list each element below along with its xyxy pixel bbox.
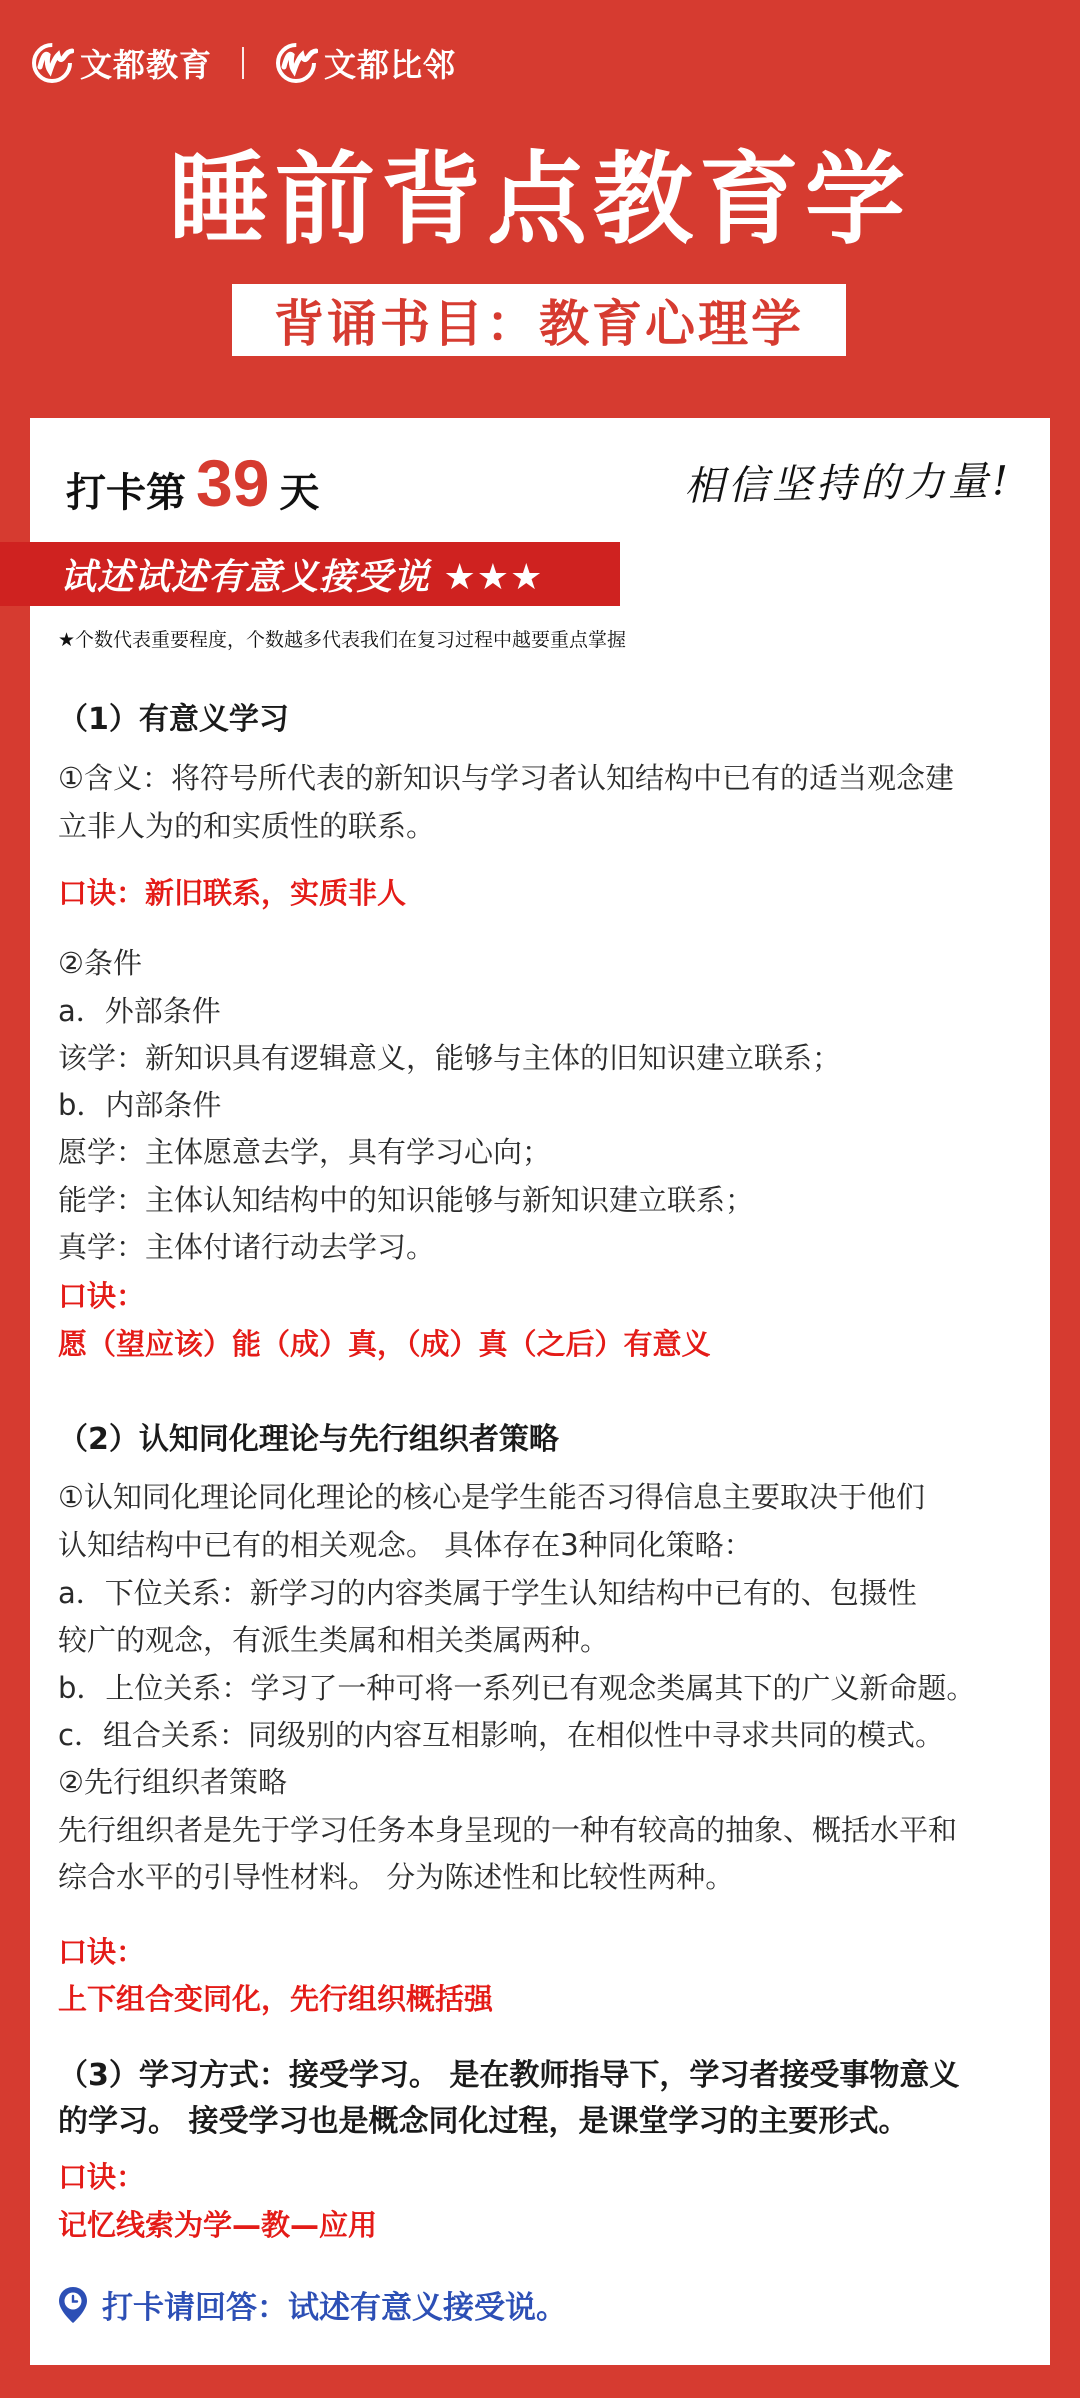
content-line: ②条件 <box>58 946 142 980</box>
mnemonic-text: 口诀： <box>58 1935 146 1969</box>
logo-text: 文都教育 <box>80 46 213 84</box>
logo-text: 文都比邻 <box>324 46 457 84</box>
content-line: ①认知同化理论同化理论的核心是学生能否习得信息主要取决于他们 <box>58 1480 925 1514</box>
section-heading: （3）学习方式：接受学习。 是在教师指导下，学习者接受事物意义 <box>58 2058 960 2093</box>
content-line: 立非人为的和实质性的联系。 <box>58 809 436 843</box>
book-subtitle: 背诵书目：教育心理学 <box>274 295 804 353</box>
checkin-day-number: 39 <box>196 446 270 520</box>
checkin-question-text: 打卡请回答：试述有意义接受说。 <box>102 2290 567 2326</box>
content-line: a．外部条件 <box>58 994 221 1028</box>
mnemonic-text: 口诀： <box>58 2160 146 2194</box>
checkin-question <box>58 2282 567 2327</box>
content-line: b．内部条件 <box>58 1088 222 1122</box>
logo-wendu-bilin <box>274 40 456 86</box>
brand-logos <box>30 40 456 86</box>
content-line: 先行组织者是先于学习任务本身呈现的一种有较高的抽象、概括水平和 <box>58 1813 958 1847</box>
content-line: ①含义：将符号所代表的新知识与学习者认知结构中已有的适当观念建 <box>58 761 954 795</box>
checkin-prefix: 打卡第 <box>66 470 186 516</box>
content-line: ②先行组织者策略 <box>58 1765 287 1799</box>
content-line: 较广的观念，有派生类属和相关类属两种。 <box>58 1623 610 1657</box>
mnemonic-text: 口诀： <box>58 1279 146 1313</box>
content-line: 愿学：主体愿意去学，具有学习心向； <box>58 1135 552 1169</box>
wendu-logo-icon <box>30 41 74 85</box>
content-line: 能学：主体认知结构中的知识能够与新知识建立联系； <box>58 1183 755 1217</box>
checkin-suffix: 天 <box>279 470 320 516</box>
content-line: 真学：主体付诸行动去学习。 <box>58 1230 436 1264</box>
page-title: 睡前背点教育学 <box>169 141 911 258</box>
topic-title: 试述试述有意义接受说 ★★★ <box>60 556 544 598</box>
content-line: c．组合关系：同级别的内容互相影响，在相似性中寻求共同的模式。 <box>58 1718 944 1752</box>
wendu-logo-icon <box>274 41 318 85</box>
content-line: 认知结构中已有的相关观念。 具体存在3种同化策略： <box>58 1528 753 1562</box>
importance-note: ★个数代表重要程度，个数越多代表我们在复习过程中越要重点掌握 <box>58 629 627 651</box>
section-heading: 的学习。 接受学习也是概念同化过程，是课堂学习的主要形式。 <box>58 2104 909 2139</box>
content-line: b．上位关系：学习了一种可将一系列已有观念类属其下的广义新命题。 <box>58 1671 976 1705</box>
book-subtitle-box <box>232 284 846 356</box>
logo-wendu-education <box>30 40 212 86</box>
mnemonic-text: 记忆线索为学—教—应用 <box>58 2208 378 2242</box>
mnemonic-text: 口诀：新旧联系，实质非人 <box>58 876 407 910</box>
mnemonic-text: 上下组合变同化，先行组织概括强 <box>58 1982 494 2016</box>
topic-banner <box>0 542 620 606</box>
section-heading: （2）认知同化理论与先行组织者策略 <box>58 1422 559 1457</box>
content-line: a．下位关系：新学习的内容类属于学生认知结构中已有的、包摄性 <box>58 1576 917 1610</box>
content-line: 该学：新知识具有逻辑意义，能够与主体的旧知识建立联系； <box>58 1041 842 1075</box>
mnemonic-text: 愿（望应该）能（成）真，（成）真（之后）有意义 <box>58 1327 711 1361</box>
section-heading: （1）有意义学习 <box>58 702 289 737</box>
content-line: 综合水平的引导性材料。 分为陈述性和比较性两种。 <box>58 1860 735 1894</box>
location-clock-icon <box>58 2286 88 2324</box>
slogan: 相信坚持的力量! <box>683 458 1013 510</box>
logo-divider <box>242 47 244 79</box>
checkin-day <box>66 445 319 525</box>
